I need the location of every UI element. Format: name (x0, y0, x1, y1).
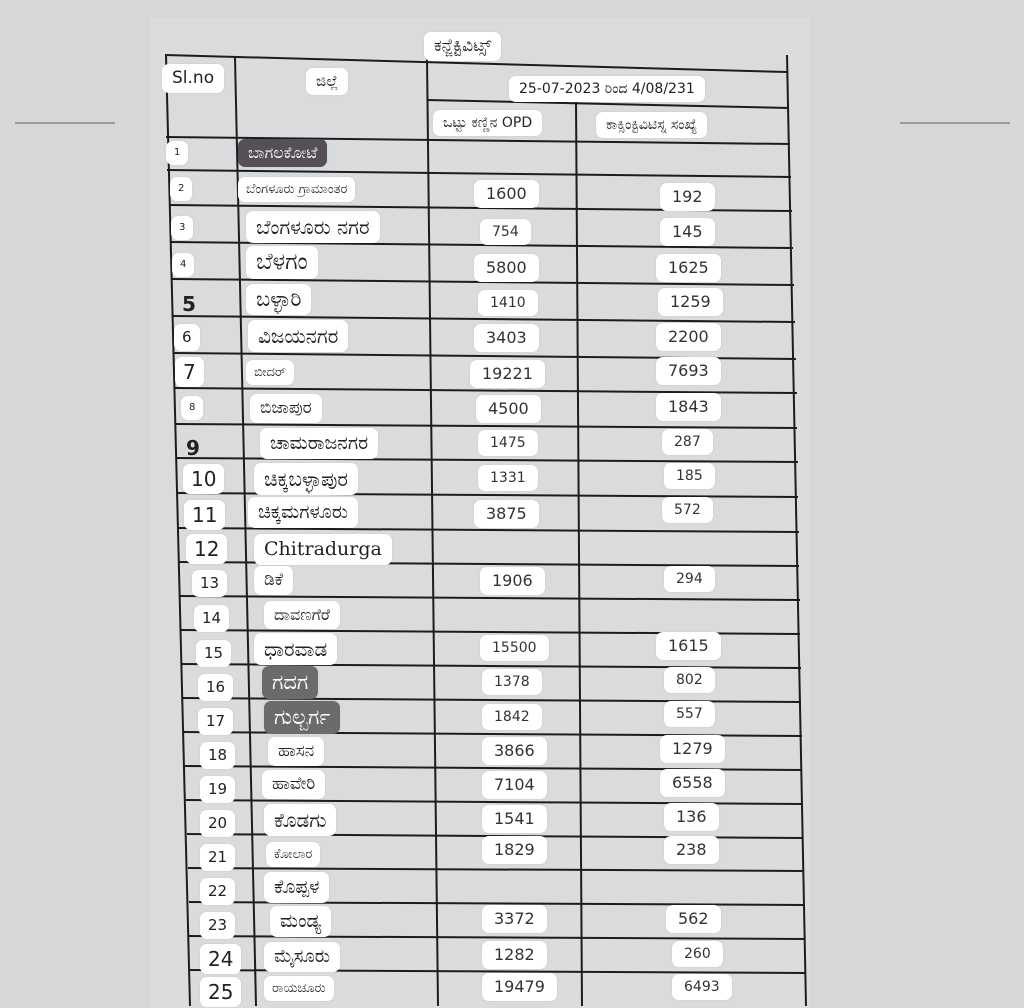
row-7-district: ಬೀದರ್ (246, 360, 294, 385)
row-6-district: ವಿಜಯನಗರ (248, 320, 348, 352)
row-4-opd: 5800 (474, 254, 539, 282)
row-8-district: ಬಿಜಾಪುರ (250, 394, 322, 423)
row-10-district: ಚಿಕ್ಕಬಳ್ಳಾಪುರ (254, 463, 358, 495)
row-11-opd: 3875 (474, 500, 539, 528)
row-2-cases: 192 (660, 183, 715, 211)
row-13-cases: 294 (664, 566, 715, 592)
row-18-district: ಹಾಸನ (268, 737, 324, 766)
row-24-sl: 24 (200, 944, 241, 974)
row-9-sl: 9 (186, 436, 200, 460)
row-15-opd: 15500 (480, 635, 549, 661)
row-9-opd: 1475 (478, 430, 538, 456)
row-5-opd: 1410 (478, 290, 538, 316)
row-19-sl: 19 (200, 776, 235, 803)
row-6-cases: 2200 (656, 323, 721, 351)
row-16-sl: 16 (198, 674, 233, 701)
row-23-cases: 562 (666, 905, 721, 933)
row-25-district: ರಾಯಚೂರು (264, 976, 334, 1001)
row-12-sl: 12 (186, 534, 227, 564)
row-2-sl: 2 (170, 177, 192, 201)
row-14-sl: 14 (194, 605, 229, 632)
row-12-district: Chitradurga (254, 534, 392, 565)
row-25-cases: 6493 (672, 974, 732, 1000)
header-cases: ಕಾಕ್ಸಿಂಕ್ಟಿವಿಟಿಸ್ನ ಸಂಖ್ಯೆ (596, 112, 707, 138)
row-17-cases: 557 (664, 701, 715, 727)
row-1-district: ಬಾಗಲಕೋಟೆ (238, 139, 327, 167)
row-4-cases: 1625 (656, 254, 721, 282)
row-10-cases: 185 (664, 463, 715, 489)
row-6-opd: 3403 (474, 324, 539, 352)
row-15-sl: 15 (196, 640, 231, 667)
row-19-cases: 6558 (660, 769, 725, 797)
row-17-sl: 17 (198, 708, 233, 735)
row-23-district: ಮಂಡ್ಯ (270, 906, 331, 937)
row-22-district: ಕೊಪ್ಪಳ (264, 872, 329, 903)
row-17-district: ಗುಲ್ಬರ್ಗ (264, 701, 340, 734)
row-8-cases: 1843 (656, 393, 721, 421)
row-2-opd: 1600 (474, 180, 539, 208)
row-13-district: ಡಿಕೆ (254, 566, 293, 595)
row-11-sl: 11 (184, 500, 225, 530)
row-5-sl: 5 (182, 292, 196, 316)
header-district: ಜಿಲ್ಲೆ (306, 68, 348, 95)
row-8-sl: 8 (181, 396, 203, 420)
row-19-opd: 7104 (482, 771, 547, 799)
row-8-opd: 4500 (476, 395, 541, 423)
row-11-district: ಚಿಕ್ಕಮಗಳೂರು (248, 497, 358, 528)
row-4-district: ಬೆಳಗಂ (246, 246, 318, 279)
row-16-district: ಗದಗ (262, 666, 318, 699)
row-20-sl: 20 (200, 810, 235, 837)
row-3-district: ಬೆಂಗಳೂರು ನಗರ (246, 211, 380, 243)
row-9-cases: 287 (662, 429, 713, 455)
row-16-cases: 802 (664, 667, 715, 693)
row-18-opd: 3866 (482, 737, 547, 765)
row-5-cases: 1259 (658, 288, 723, 316)
row-22-sl: 22 (200, 878, 235, 905)
row-15-district: ಧಾರವಾಡ (254, 633, 337, 665)
row-20-opd: 1541 (482, 805, 547, 833)
row-20-cases: 136 (664, 803, 719, 831)
row-16-opd: 1378 (482, 669, 542, 695)
header-period: 25-07-2023 ರಿಂದ 4/08/231 (509, 76, 705, 102)
row-18-cases: 1279 (660, 735, 725, 763)
header-opd: ಒಟ್ಟು ಕಣ್ಣಿನ OPD (433, 110, 542, 136)
row-20-district: ಕೊಡಗು (264, 804, 336, 836)
row-4-sl: 4 (172, 253, 194, 277)
row-14-district: ದಾವಣಗೆರೆ (264, 601, 340, 629)
table-title: ಕನ್ಜೆಕ್ಟಿವಿಟ್ಸ್ (424, 32, 501, 61)
row-15-cases: 1615 (656, 632, 721, 660)
row-7-opd: 19221 (470, 360, 545, 388)
row-25-sl: 25 (200, 977, 241, 1007)
row-10-sl: 10 (183, 464, 224, 494)
row-10-opd: 1331 (478, 465, 538, 491)
row-7-sl: 7 (175, 357, 204, 387)
row-25-opd: 19479 (482, 973, 557, 1001)
row-3-opd: 754 (480, 219, 531, 245)
row-24-cases: 260 (672, 941, 723, 967)
header-sl-no: Sl.no (162, 64, 224, 93)
row-21-cases: 238 (664, 836, 719, 864)
row-21-district: ಕೋಲಾರ (266, 842, 320, 867)
row-13-opd: 1906 (480, 567, 545, 595)
row-13-sl: 13 (192, 570, 227, 597)
row-1-sl: 1 (166, 141, 188, 165)
row-23-sl: 23 (200, 912, 235, 939)
row-7-cases: 7693 (656, 357, 721, 385)
row-2-district: ಬೆಂಗಳೂರು ಗ್ರಾಮಾಂತರ (238, 177, 355, 202)
row-24-opd: 1282 (482, 941, 547, 969)
row-5-district: ಬಳ್ಳಾರಿ (246, 284, 311, 315)
row-9-district: ಚಾಮರಾಜನಗರ (260, 428, 378, 459)
row-21-sl: 21 (200, 844, 235, 871)
row-17-opd: 1842 (482, 704, 542, 730)
row-6-sl: 6 (174, 324, 200, 351)
row-19-district: ಹಾವೇರಿ (262, 770, 325, 799)
row-24-district: ಮೈಸೂರು (264, 942, 340, 972)
row-3-sl: 3 (171, 216, 193, 240)
row-3-cases: 145 (660, 218, 715, 246)
row-11-cases: 572 (662, 497, 713, 523)
row-23-opd: 3372 (482, 905, 547, 933)
row-18-sl: 18 (200, 742, 235, 769)
row-21-opd: 1829 (482, 836, 547, 864)
